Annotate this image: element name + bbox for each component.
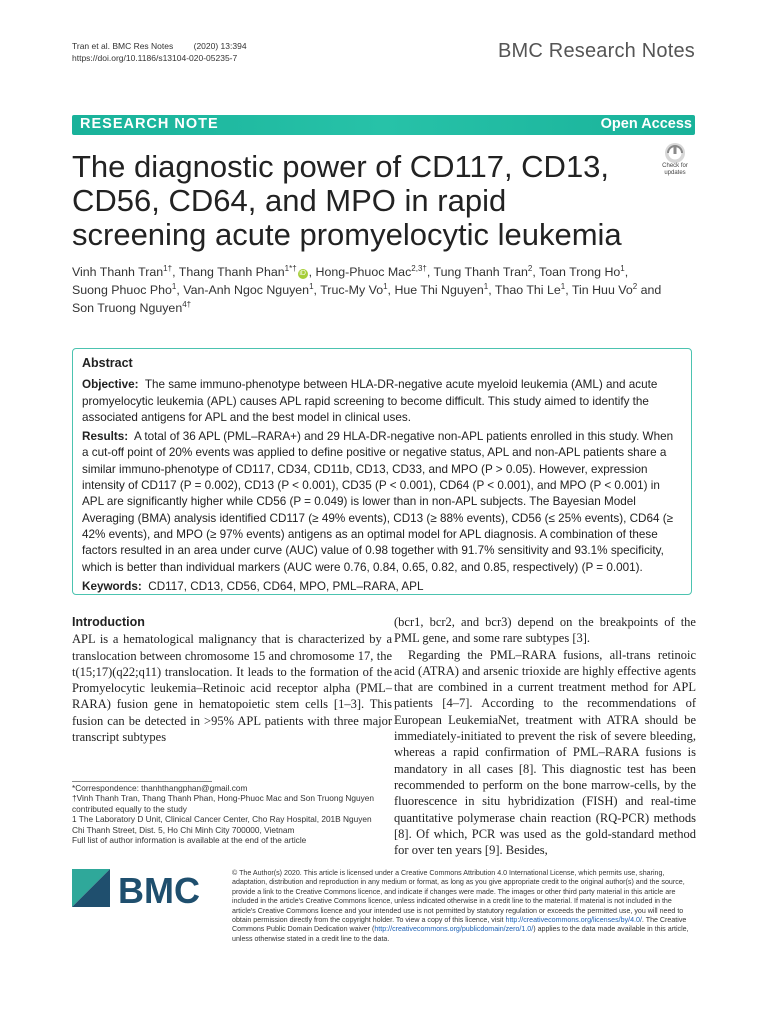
introduction-paragraph: APL is a hematological malignancy that is characterized by a translocation between chromosome 15 and chromosome 17, the t(15;17)(q22;q11) translocation. It leads to the formation of the Promyelocytic leukemia–Retinoic acid receptor alpha (PML–RARA) fusion gene in hematopoietic stem cells [1–3]. This fusion can be detected in >95% APL patients with three major transcript subtypes: [72, 632, 392, 745]
citation: Tran et al. BMC Res Notes: [72, 41, 174, 51]
bmc-logo-text: BMC: [118, 870, 200, 911]
author-info-note: Full list of author information is available at the end of the article: [72, 835, 307, 846]
license-text: © The Author(s) 2020. This article is licensed under a Creative Commons Attribution 4.0 International License, which permits use, sharing, adaptation, distribution and reproduction in any medium or format, as long as you give appropriate credit to the original author(s) and the source, provide a link to the Creative Commons licence, and indicate if changes were made. The images or other third party material in this article are included in the article's Creative Commons licence, unless indicated otherwise in a credit line to the material. If material is not included in the article's Creative Commons licence and your intended use is not permitted by statutory regulation or exceeds the permitted use, you will need to obtain permission directly from the copyright holder. To view a copy of this licence, visit http://creativecommons.org/licenses/by/4.0/. The Creative Commons Public Domain Dedication waiver (http://creativecommons.org/publicdomain/zero/1.0/) applies to the data made available in this article, unless otherwise stated in a credit line to the data.: [232, 869, 689, 943]
author-name: Thao Thi Le: [494, 283, 561, 297]
author-affiliation-sup: 1†: [163, 263, 173, 273]
author-name: Son Truong Nguyen: [72, 301, 183, 315]
cc-by-link[interactable]: http://creativecommons.org/licenses/by/4.0/: [505, 916, 642, 925]
footnote-divider: [72, 781, 212, 782]
right-column-text: [394, 614, 696, 858]
author-affiliation-sup: 2: [527, 263, 533, 273]
author-name: Tin Huu Vo: [571, 283, 633, 297]
check-for-updates-label: Check for updates: [662, 163, 688, 176]
volume: (2020) 13:394: [193, 41, 247, 51]
author-name: Hue Thi Nguyen: [394, 283, 484, 297]
correspondence-note: *Correspondence: thanhthangphan@gmail.com: [72, 783, 248, 793]
orcid-icon[interactable]: iD: [299, 270, 306, 277]
footnotes: [72, 783, 382, 845]
equal-contribution-note: †Vinh Thanh Tran, Thang Thanh Phan, Hong-Phuoc Mac and Son Truong Nguyen contributed equally to the study: [72, 793, 374, 814]
introduction-section: [72, 614, 392, 745]
author-name: Tung Thanh Tran: [433, 265, 528, 279]
author-affiliation-sup: 4†: [182, 299, 192, 309]
author-affiliation-sup: 1: [620, 263, 625, 273]
body-paragraph-1: (bcr1, bcr2, and bcr3) depend on the breakpoints of the PML gene, and some rare subtypes [3].: [394, 615, 696, 646]
body-paragraph-2: Regarding the PML–RARA fusions, all-trans retinoic acid (ATRA) and arsenic trioxide are highly effective agents that are combined in a current treatment method for APL patients [4–7]. According to the recommendations of European LeukemiaNet, treatment with ATRA should be immediately-initiated to prevent the risk of severe bleeding, whereas a rapid confirmation of PML–RARA fusions is mandatory in all cases [8]. This diagnostic test has been recommended to perform on the bone marrow-cells, by the fluorescence in situ hybridization (FISH) and real-time quantitative polymerase chain reaction (RQ-PCR) methods [8]. Of which, PCR was used as the gold-standard method for over ten years [9]. Besides,: [394, 647, 696, 858]
author-name: Van-Anh Ngoc Nguyen: [183, 283, 310, 297]
introduction-heading: Introduction: [72, 615, 145, 629]
author-name: Vinh Thanh Tran: [72, 265, 164, 279]
open-access-label: Open Access: [600, 116, 692, 132]
affiliation-note: 1 The Laboratory D Unit, Clinical Cancer Center, Cho Ray Hospital, 201B Nguyen Chi Thanh Street, Dist. 5, Ho Chi Minh City 700000, Vietnam: [72, 814, 372, 835]
author-affiliation-sup: 1*†: [284, 263, 297, 273]
author-affiliation-sup: 1: [483, 281, 489, 291]
abstract-objective: Objective: The same immuno-phenotype between HLA-DR-negative acute myeloid leukemia (AML) and acute promyelocytic leukemia (APL) causes APL rapid screening to become difficult. This study aimed to identify the associated antigens for APL and the best model in clinical uses.: [82, 378, 658, 424]
author-affiliation-sup: 1: [171, 281, 177, 291]
author-affiliation-sup: 2: [632, 281, 638, 291]
author-name: Suong Phuoc Pho: [72, 283, 172, 297]
author-affiliation-sup: 1: [383, 281, 388, 291]
bmc-logo: [72, 869, 222, 921]
author-list: Vinh Thanh Tran$^{1\dagger}$, Thang Thanh Phan$^{1*\dagger}$iD , Hong-Phuoc Mac$^{2,3\dagger}$, Tung Thanh Tran$^2$, Toan Trong Ho$^1$, Suong Phuoc Pho$^1$, Van-Anh Ngoc Nguyen$^1$, Truc-My Vo$^1$, Hue Thi Nguyen$^1$, Thao Thi Le$^1$, Tin Huu Vo$^2$ and Son Truong Nguyen$^{4\dagger}$: [72, 263, 662, 315]
abstract-heading: Abstract: [82, 356, 133, 370]
abstract-results: Results: A total of 36 APL (PML–RARA+) and 29 HLA-DR-negative non-APL patients enrolled in this study. When a cut-off point of 20% events was applied to define positive or negative status, APL and non-APL patients share a similar immuno-phenotype of CD117, CD34, CD11b, CD13, CD33, and MPO (P > 0.05). However, expression intensity of CD117 (P = 0.002), CD13 (P < 0.001), CD35 (P < 0.001), CD64 (P < 0.001), and MPO (P < 0.001) in APL are significantly higher while CD56 (P = 0.049) is lower than in non-APL subjects. The Bayesian Model Averaging (BMA) analysis identified CD117 (≥ 49% events), CD13 (≥ 88% events), CD56 (≤ 25% events), CD64 (≥ 42% events), and MPO (≥ 97% events) antigens as an optimal model for APL diagnosis. A combination of these factors resulted in an area under curve (AUC) value of 0.98 together with 91.7% sensitivity and 93.1% specificity, which is better than individual markers (AUC were 0.76, 0.84, 0.65, 0.82, and 0.85, respectively) (P = 0.001).: [82, 430, 674, 574]
abstract-keywords: Keywords: CD117, CD13, CD56, CD64, MPO, PML–RARA, APL: [82, 579, 424, 593]
article-type-label: RESEARCH NOTE: [80, 116, 219, 132]
author-affiliation-sup: 2,3†: [411, 263, 427, 273]
doi-link[interactable]: https://doi.org/10.1186/s13104-020-05235-7: [72, 53, 238, 63]
article-title: The diagnostic power of CD117, CD13, CD56, CD64, and MPO in rapid screening acute promyelocytic leukemia: [72, 149, 622, 252]
author-name: Hong-Phuoc Mac: [315, 265, 412, 279]
running-header: [72, 40, 247, 64]
journal-name: BMC Research Notes: [498, 40, 695, 62]
cc-zero-link[interactable]: http://creativecommons.org/publicdomain/zero/1.0/: [374, 925, 534, 934]
author-affiliation-sup: 1: [309, 281, 314, 291]
author-name: Truc-My Vo: [320, 283, 384, 297]
abstract-box: [72, 348, 692, 595]
author-affiliation-sup: 1: [560, 281, 566, 291]
author-name: Thang Thanh Phan: [178, 265, 285, 279]
author-name: Toan Trong Ho: [539, 265, 621, 279]
